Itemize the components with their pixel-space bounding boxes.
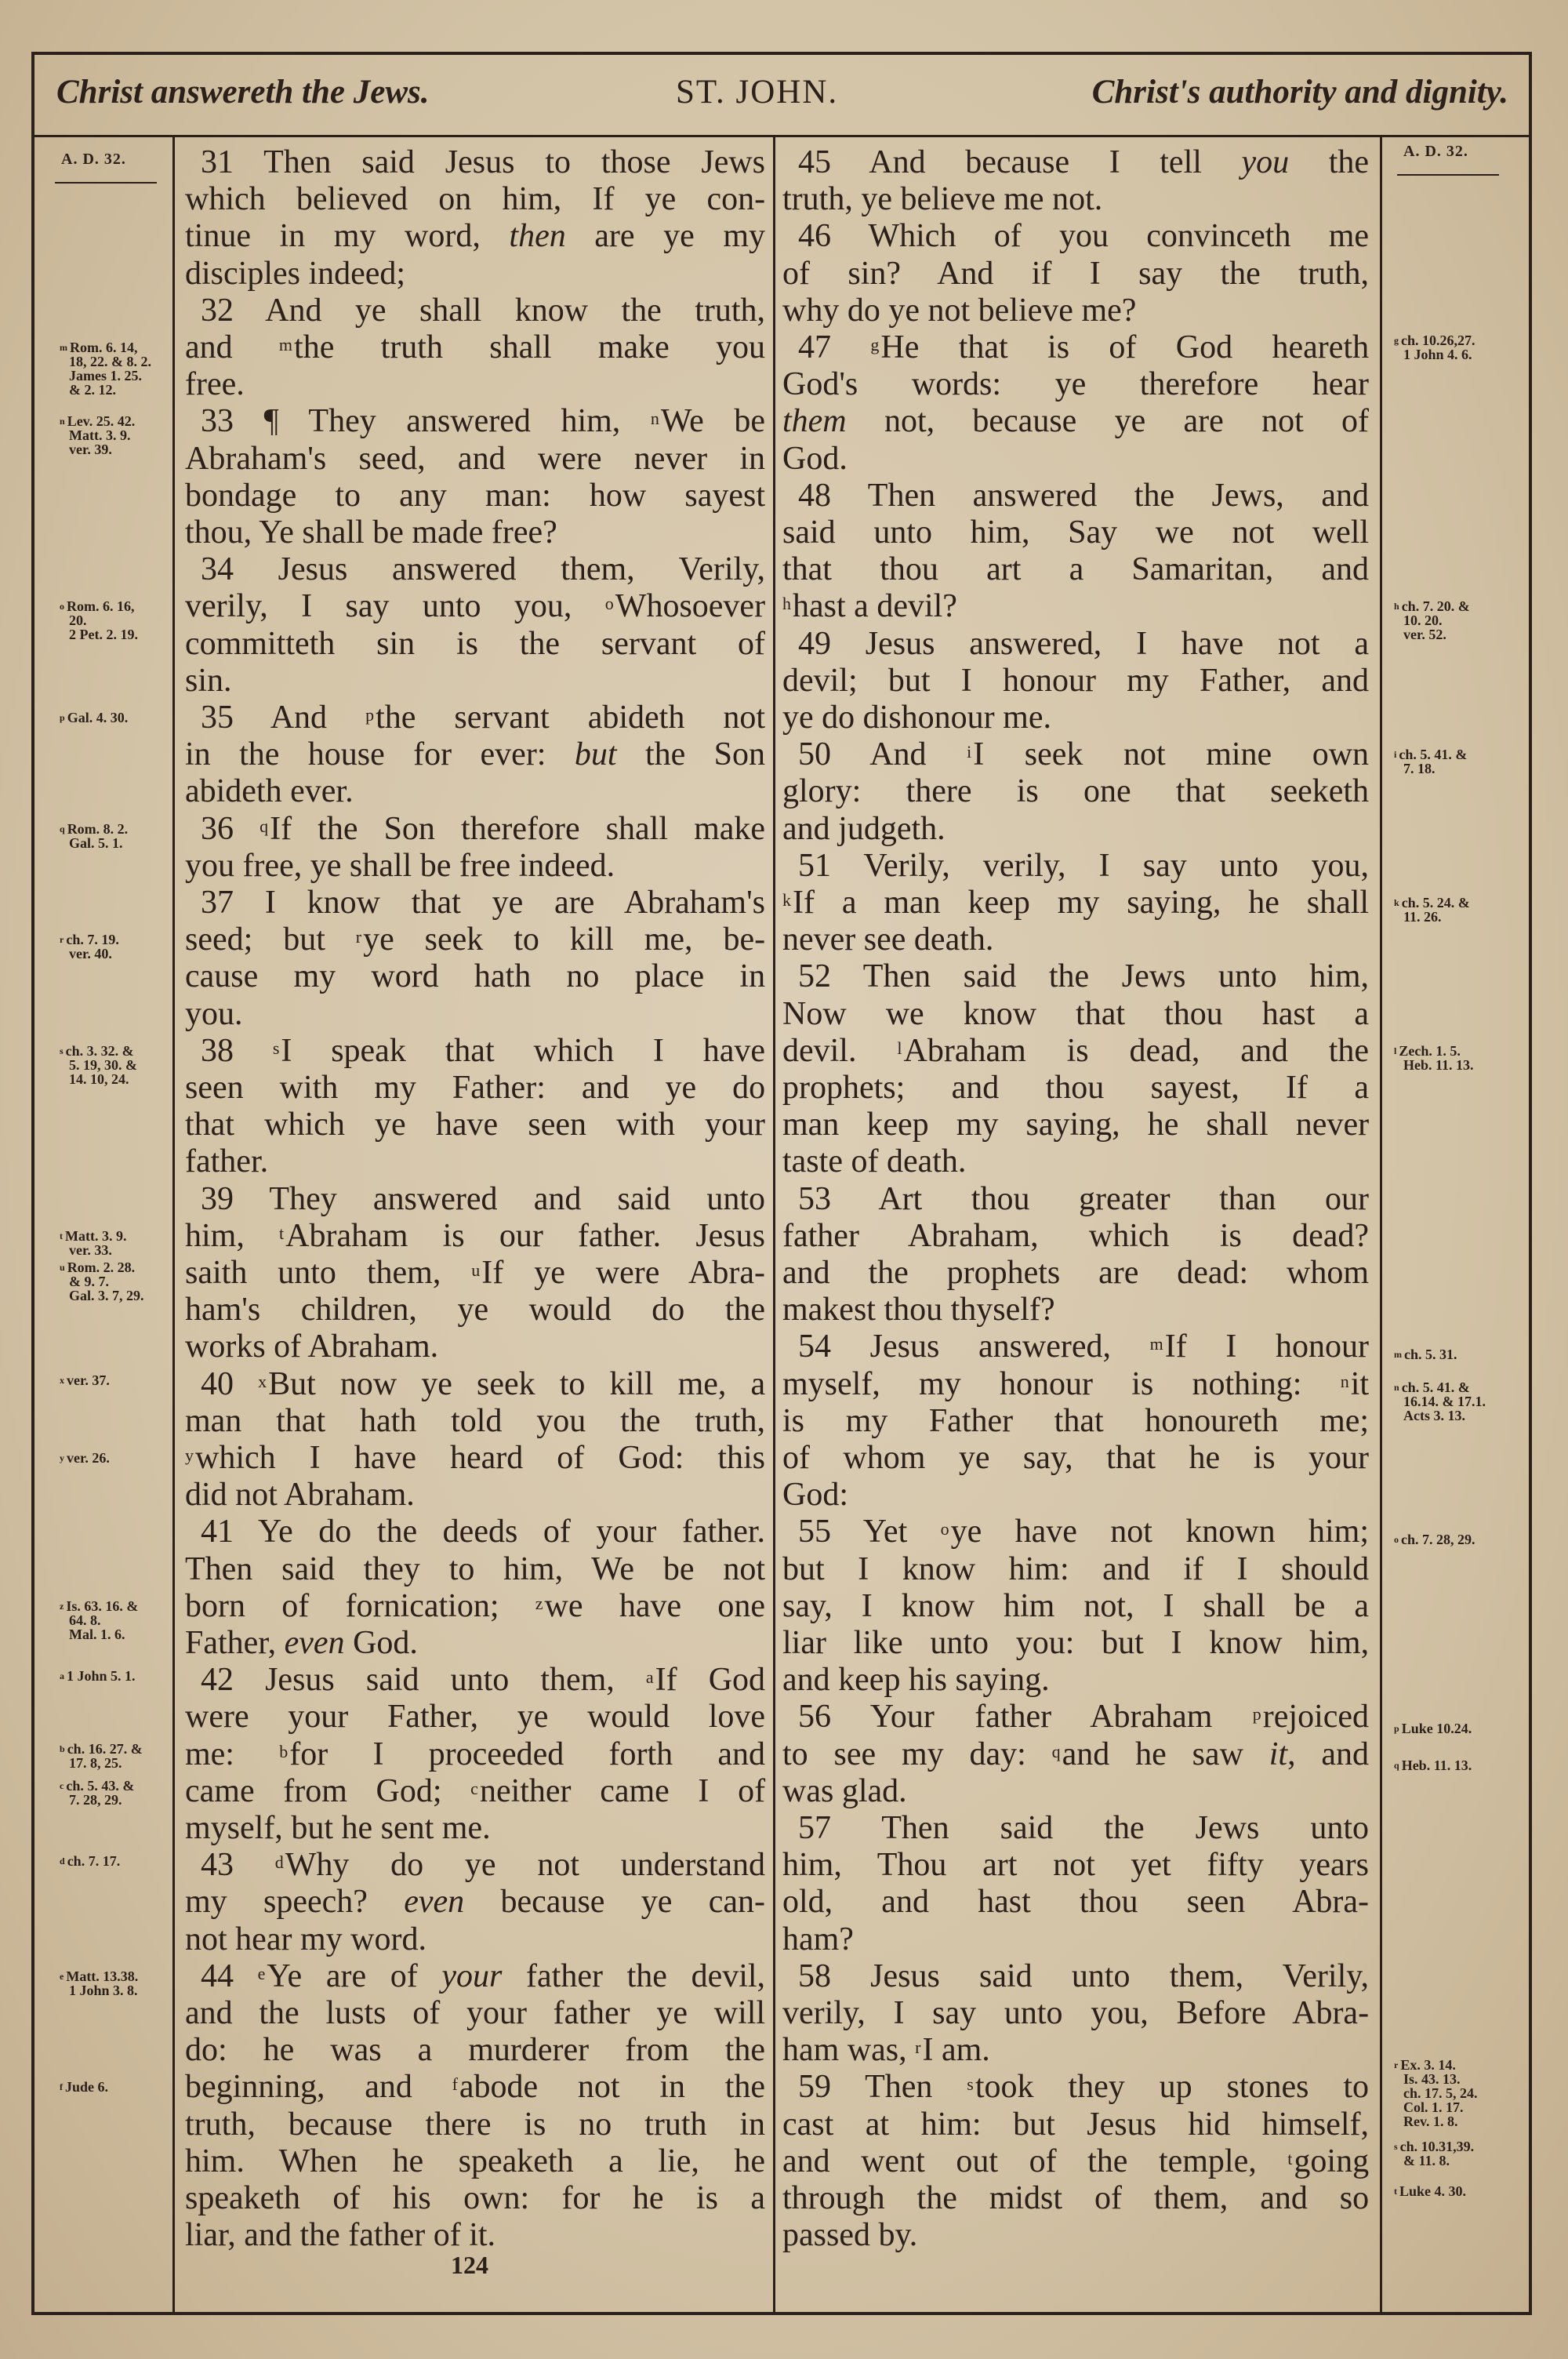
reference-mark: h: [1394, 601, 1399, 612]
reference-mark: n: [1394, 1382, 1399, 1394]
verse-start-line: 43 $^d$Why do ye not understand: [201, 1847, 766, 1884]
text-line: seen with my Father: and ye do: [185, 1070, 766, 1106]
reference-mark: o: [60, 601, 64, 612]
text-line: which believed on him, If ye con-: [185, 181, 766, 218]
cross-reference-line: $^c$ ch. 5. 43. &: [60, 1777, 135, 1794]
reference-mark: p: [1394, 1722, 1399, 1734]
text-line: were your Father, ye would love: [185, 1699, 766, 1736]
verse-start-line: 55 Yet $^o$ye have not known him;: [798, 1514, 1370, 1550]
text-line: him, Thou art not yet fifty years: [782, 1847, 1369, 1884]
running-head-right: Christ's authority and dignity.: [1091, 74, 1508, 111]
cross-reference-note: [60, 1373, 110, 1387]
reference-mark: o: [1394, 1533, 1399, 1545]
text-line: Now we know that thou hast a: [782, 995, 1370, 1032]
cross-reference-line: $^p$ Luke 10.24.: [1394, 1720, 1472, 1736]
cross-reference-line: Gal. 3. 7, 29.: [69, 1287, 144, 1303]
cross-reference-line: & 9. 7.: [69, 1273, 109, 1289]
cross-reference-note: [60, 414, 135, 456]
cross-reference-note: [60, 711, 128, 725]
text-line: verily, I say unto you, $^o$Whosoever: [185, 588, 766, 625]
text-line: do: he was a murderer from the: [185, 2032, 766, 2069]
text-line: myself, but he sent me.: [185, 1810, 491, 1846]
reference-mark: e: [257, 1963, 266, 1983]
cross-reference-line: & 2. 12.: [69, 382, 116, 398]
cross-reference-line: $^m$ ch. 5. 31.: [1394, 1346, 1457, 1362]
left-year-rule: [55, 182, 157, 184]
reference-mark: n: [1340, 1371, 1349, 1391]
cross-reference-line: ver. 33.: [69, 1241, 112, 1258]
cross-reference-line: 16.14. & 17.1.: [1403, 1394, 1486, 1410]
cross-reference-note: [1394, 599, 1470, 642]
reference-mark: y: [185, 1445, 194, 1465]
cross-reference-note: [60, 1742, 143, 1770]
reference-mark: o: [940, 1519, 949, 1539]
cross-reference-line: 17. 8, 25.: [69, 1754, 122, 1771]
text-line: $^k$If a man keep my saying, he shall: [782, 885, 1370, 921]
text-line: was glad.: [782, 1772, 907, 1809]
text-line: that thou art a Samaritan, and: [782, 551, 1370, 588]
verse-start-line: 34 Jesus answered them, Verily,: [201, 551, 765, 588]
text-line: truth, because there is no truth in: [185, 2106, 766, 2143]
cross-reference-line: 7. 18.: [1403, 761, 1436, 777]
cross-reference-note: [60, 1229, 126, 1257]
cross-reference-line: $^i$ ch. 5. 41. &: [1394, 747, 1468, 763]
text-line: God's words: ye therefore hear: [782, 366, 1370, 403]
text-line: said unto him, Say we not well: [782, 514, 1370, 551]
text-line: and judgeth.: [782, 810, 946, 847]
text-line: saith unto them, $^u$If ye were Abra-: [185, 1255, 765, 1291]
cross-reference-line: $^r$ Ex. 3. 14.: [1394, 2057, 1456, 2074]
cross-reference-line: 2 Pet. 2. 19.: [69, 627, 138, 643]
text-line: liar, and the father of it.: [185, 2217, 496, 2254]
reference-mark: t: [1287, 2148, 1293, 2168]
verse-start-line: 51 Verily, verily, I say unto you,: [798, 847, 1370, 884]
cross-reference-line: $^u$ Rom. 2. 28.: [60, 1259, 136, 1275]
reference-mark: s: [60, 1045, 64, 1056]
cross-reference-note: [1394, 2184, 1466, 2198]
reference-mark: q: [1051, 1741, 1061, 1761]
cross-reference-line: Acts 3. 13.: [1403, 1408, 1465, 1424]
reference-mark: p: [365, 705, 375, 725]
cross-reference-line: Heb. 11. 13.: [1403, 1056, 1474, 1073]
text-line: him. When he speaketh a lie, he: [185, 2143, 766, 2179]
reference-mark: p: [1252, 1704, 1261, 1725]
reference-mark: x: [258, 1371, 267, 1391]
reference-mark: l: [1394, 1045, 1397, 1056]
left-margin-rule: [172, 137, 175, 2315]
cross-reference-line: Mal. 1. 6.: [69, 1626, 125, 1642]
cross-reference-line: $^b$ ch. 16. 27. &: [60, 1740, 143, 1757]
verse-start-line: 47 $^g$He that is of God heareth: [798, 329, 1370, 365]
verse-start-line: 54 Jesus answered, $^m$If I honour: [798, 1329, 1370, 1365]
text-line: beginning, and $^f$abode not in the: [185, 2069, 766, 2106]
text-line: ham?: [782, 1921, 854, 1957]
reference-mark: t: [279, 1223, 285, 1243]
cross-reference-note: [1394, 1721, 1472, 1736]
header-rule: [31, 135, 1532, 137]
text-line: through the midst of them, and so: [782, 2180, 1370, 2216]
verse-start-line: 44 $^e$Ye are of your father the devil,: [201, 1957, 766, 1994]
verse-start-line: 33 ¶ They answered him, $^n$We be: [201, 403, 766, 440]
cross-reference-line: $^h$ ch. 7. 20. &: [1394, 598, 1470, 615]
verse-start-line: 42 Jesus said unto them, $^a$If God: [201, 1662, 766, 1699]
cross-reference-note: [1394, 2058, 1478, 2128]
reference-mark: r: [1394, 2059, 1399, 2071]
column-divider: [773, 137, 775, 2315]
text-line: in the house for ever: but the Son: [185, 736, 765, 773]
text-line: you free, ye shall be free indeed.: [185, 847, 615, 884]
running-head-left: Christ answereth the Jews.: [56, 74, 430, 111]
reference-mark: f: [60, 2081, 63, 2093]
verse-start-line: 46 Which of you convinceth me: [798, 218, 1370, 255]
verse-start-line: 58 Jesus said unto them, Verily,: [798, 1957, 1370, 1994]
text-line: committeth sin is the servant of: [185, 625, 765, 662]
text-line: is my Father that honoureth me;: [782, 1402, 1370, 1439]
reference-mark: q: [60, 823, 65, 834]
cross-reference-line: 11. 26.: [1403, 909, 1442, 925]
cross-reference-line: $^e$ Matt. 13.38.: [60, 1968, 139, 1984]
italic-word: you: [1241, 144, 1290, 180]
reference-mark: z: [535, 1593, 543, 1613]
cross-reference-line: Col. 1. 17.: [1403, 2099, 1464, 2116]
reference-mark: r: [915, 2037, 921, 2058]
cross-reference-note: [1394, 896, 1470, 924]
reference-mark: i: [967, 742, 972, 762]
italic-word: then: [509, 218, 566, 255]
reference-mark: m: [1394, 1348, 1402, 1360]
cross-reference-note: [60, 340, 151, 397]
verse-start-line: 41 Ye do the deeds of your father.: [201, 1514, 766, 1550]
text-line: you.: [185, 995, 243, 1032]
reference-mark: z: [60, 1600, 64, 1612]
page-number: 124: [451, 2251, 488, 2279]
verse-start-line: 37 I know that ye are Abraham's: [201, 885, 766, 921]
cross-reference-line: $^l$ Zech. 1. 5.: [1394, 1042, 1461, 1059]
cross-reference-note: [1394, 2139, 1474, 2168]
reference-mark: x: [60, 1374, 64, 1386]
reference-mark: l: [897, 1038, 902, 1058]
cross-reference-line: $^s$ ch. 3. 32. &: [60, 1042, 134, 1059]
text-line: man keep my saying, he shall never: [782, 1107, 1370, 1143]
reference-mark: i: [1394, 749, 1397, 761]
reference-mark: o: [604, 594, 614, 614]
italic-word: even: [404, 1884, 465, 1921]
text-line: and $^m$the truth shall make you: [185, 329, 766, 365]
italic-word: your: [441, 1957, 503, 1994]
cross-reference-line: ver. 52.: [1403, 627, 1446, 643]
cross-reference-note: [1394, 1380, 1486, 1423]
text-line: him, $^t$Abraham is our father. Jesus: [185, 1217, 765, 1254]
text-line: bondage to any man: how sayest: [185, 477, 765, 514]
reference-mark: e: [60, 1970, 64, 1982]
cross-reference-line: $^k$ ch. 5. 24. &: [1394, 895, 1470, 911]
verse-start-line: 53 Art thou greater than our: [798, 1180, 1370, 1217]
text-line: never see death.: [782, 921, 994, 958]
right-year-rule: [1397, 174, 1499, 176]
reference-mark: r: [355, 927, 362, 947]
cross-reference-note: [1394, 1044, 1474, 1072]
cross-reference-line: $^t$ Luke 4. 30.: [1394, 2183, 1467, 2199]
text-line: ham was, $^r$I am.: [782, 2032, 990, 2069]
text-line: and the prophets are dead: whom: [782, 1255, 1369, 1291]
reference-mark: m: [1149, 1334, 1163, 1354]
reference-mark: m: [60, 342, 67, 353]
text-line: ye do dishonour me.: [782, 700, 1051, 736]
cross-reference-line: $^g$ ch. 10.26,27.: [1394, 332, 1475, 348]
text-line: free.: [185, 366, 245, 403]
text-line: $^y$which I have heard of God: this: [185, 1440, 766, 1476]
text-line: and the lusts of your father ye will: [185, 1995, 766, 2031]
cross-reference-line: Is. 43. 13.: [1403, 2071, 1461, 2088]
cross-reference-line: $^t$ Matt. 3. 9.: [60, 1227, 127, 1244]
text-line: truth, ye believe me not.: [782, 181, 1103, 218]
text-line: thou, Ye shall be made free?: [185, 514, 557, 551]
text-line: makest thou thyself?: [782, 1292, 1055, 1329]
verse-start-line: 35 And $^p$the servant abideth not: [201, 700, 766, 736]
cross-reference-line: Rev. 1. 8.: [1403, 2114, 1458, 2130]
text-line: cast at him: but Jesus hid himself,: [782, 2106, 1370, 2143]
cross-reference-line: $^y$ ver. 26.: [60, 1450, 110, 1466]
text-line: prophets; and thou sayest, If a: [782, 1070, 1369, 1106]
verse-start-line: 32 And ye shall know the truth,: [201, 292, 766, 329]
cross-reference-line: $^q$ Rom. 8. 2.: [60, 820, 129, 837]
cross-reference-note: [60, 822, 128, 850]
reference-mark: f: [452, 2074, 458, 2095]
text-line: Abraham's seed, and were never in: [185, 440, 766, 477]
verse-start-line: 40 $^x$But now ye seek to kill me, a: [201, 1365, 766, 1402]
text-line: taste of death.: [782, 1143, 967, 1180]
cross-reference-line: 64. 8.: [69, 1612, 101, 1628]
cross-reference-line: 5. 19, 30. &: [69, 1056, 137, 1073]
text-line: and keep his saying.: [782, 1662, 1050, 1699]
text-line: glory: there is one that seeketh: [782, 773, 1370, 810]
reference-mark: d: [60, 1856, 65, 1867]
text-line: Father, even God.: [185, 1625, 418, 1661]
text-line: did not Abraham.: [185, 1477, 415, 1514]
text-line: but I know him: and if I should: [782, 1550, 1370, 1587]
reference-mark: s: [1394, 2140, 1398, 2152]
cross-reference-line: ver. 39.: [69, 442, 112, 458]
cross-reference-line: $^f$ Jude 6.: [60, 2079, 109, 2095]
text-line: seed; but $^r$ye seek to kill me, be-: [185, 921, 766, 958]
verse-start-line: 36 $^q$If the Son therefore shall make: [201, 810, 766, 847]
text-line: abideth ever.: [185, 773, 354, 810]
reference-mark: c: [470, 1778, 478, 1798]
cross-reference-line: $^r$ ch. 7. 19.: [60, 932, 119, 948]
text-line: me: $^b$for I proceeded forth and: [185, 1736, 766, 1772]
cross-reference-line: 1 John 4. 6.: [1403, 346, 1472, 362]
text-line: God.: [782, 440, 848, 477]
verse-start-line: 59 Then $^s$took they up stones to: [798, 2069, 1370, 2106]
cross-reference-note: [60, 2080, 108, 2094]
verse-start-line: 49 Jesus answered, I have not a: [798, 625, 1369, 662]
text-line: disciples indeed;: [185, 255, 406, 292]
reference-mark: a: [645, 1667, 654, 1688]
verse-start-line: 56 Your father Abraham $^p$rejoiced: [798, 1699, 1370, 1736]
italic-word: even: [284, 1625, 345, 1661]
text-line: born of fornication; $^z$we have one: [185, 1587, 766, 1624]
cross-reference-line: 1 John 3. 8.: [69, 1982, 138, 1998]
text-line: $^h$hast a devil?: [782, 588, 957, 625]
cross-reference-note: [1394, 333, 1475, 362]
text-line: ham's children, ye would do the: [185, 1292, 766, 1329]
text-line: them not, because ye are not of: [782, 403, 1370, 440]
reference-mark: u: [60, 1261, 65, 1273]
text-line: that which ye have seen with your: [185, 1107, 766, 1143]
reference-mark: g: [870, 335, 880, 354]
verse-start-line: 38 $^s$I speak that which I have: [201, 1032, 766, 1069]
reference-mark: k: [1394, 897, 1399, 908]
cross-reference-note: [60, 1260, 144, 1303]
reference-mark: s: [967, 2074, 974, 2095]
text-line: verily, I say unto you, Before Abra-: [782, 1995, 1370, 2031]
cross-reference-line: $^s$ ch. 10.31,39.: [1394, 2138, 1475, 2154]
text-line: works of Abraham.: [185, 1329, 439, 1365]
cross-reference-note: [60, 932, 119, 961]
verse-start-line: 45 And because I tell you the: [798, 144, 1370, 180]
reference-mark: k: [782, 890, 791, 910]
text-line: sin.: [185, 662, 232, 699]
cross-reference-line: $^d$ ch. 7. 17.: [60, 1853, 121, 1870]
cross-reference-note: [60, 1779, 134, 1807]
cross-reference-note: [60, 1599, 138, 1641]
cross-reference-line: $^z$ Is. 63. 16. &: [60, 1598, 139, 1614]
cross-reference-note: [60, 1969, 138, 1997]
text-line: say, I know him not, I shall be a: [782, 1587, 1370, 1624]
text-line: not hear my word.: [185, 1921, 426, 1957]
text-line: speaketh of his own: for he is a: [185, 2180, 766, 2216]
reference-mark: y: [60, 1452, 64, 1463]
text-line: to see my day: $^q$and he saw it, and: [782, 1736, 1370, 1772]
verse-start-line: 39 They answered and said unto: [201, 1180, 766, 1217]
cross-reference-line: ver. 40.: [69, 946, 112, 962]
text-line: Then said they to him, We be not: [185, 1550, 766, 1587]
text-line: and went out of the temple, $^t$going: [782, 2143, 1370, 2179]
cross-reference-line: 7. 28, 29.: [69, 1791, 122, 1808]
reference-mark: q: [1394, 1759, 1399, 1771]
book-title: ST. JOHN.: [676, 74, 839, 111]
cross-reference-line: $^o$ Rom. 6. 16,: [60, 598, 135, 615]
cross-reference-note: [1394, 1758, 1472, 1772]
cross-reference-line: $^a$ 1 John 5. 1.: [60, 1668, 136, 1685]
text-line: devil; but I honour my Father, and: [782, 662, 1369, 699]
reference-mark: b: [279, 1741, 289, 1761]
cross-reference-line: James 1. 25.: [69, 368, 142, 383]
left-year-label: A. D. 32.: [61, 151, 126, 168]
cross-reference-line: 10. 20.: [1403, 612, 1443, 629]
cross-reference-line: 18, 22. & 8. 2.: [69, 354, 151, 369]
text-line: tinue in my word, then are ye my: [185, 218, 766, 255]
verse-start-line: 31 Then said Jesus to those Jews: [201, 144, 766, 180]
cross-reference-line: $^n$ Lev. 25. 42.: [60, 413, 136, 430]
reference-mark: d: [274, 1852, 284, 1873]
reference-mark: c: [60, 1779, 64, 1791]
verse-start-line: 57 Then said the Jews unto: [798, 1810, 1370, 1846]
verse-start-line: 50 And $^i$I seek not mine own: [798, 736, 1370, 773]
cross-reference-line: 14. 10, 24.: [69, 1070, 129, 1087]
cross-reference-note: [1394, 747, 1467, 776]
cross-reference-line: Matt. 3. 9.: [69, 427, 131, 444]
text-line: why do ye not believe me?: [782, 292, 1137, 329]
text-line: passed by.: [782, 2217, 918, 2254]
text-line: myself, my honour is nothing: $^n$it: [782, 1365, 1370, 1402]
text-line: liar like unto you: but I know him,: [782, 1625, 1370, 1661]
cross-reference-line: $^n$ ch. 5. 41. &: [1394, 1379, 1470, 1396]
text-line: father Abraham, which is dead?: [782, 1217, 1370, 1254]
text-line: came from God; $^c$neither came I of: [185, 1772, 766, 1809]
cross-reference-line: $^x$ ver. 37.: [60, 1372, 110, 1388]
text-line: devil. $^l$Abraham is dead, and the: [782, 1032, 1370, 1069]
cross-reference-line: $^p$ Gal. 4. 30.: [60, 710, 129, 725]
cross-reference-line: & 11. 8.: [1403, 2152, 1450, 2168]
cross-reference-line: 20.: [69, 612, 87, 629]
cross-reference-note: [1394, 1532, 1475, 1547]
verse-start-line: 52 Then said the Jews unto him,: [798, 958, 1370, 995]
cross-reference-line: $^o$ ch. 7. 28, 29.: [1394, 1531, 1475, 1547]
reference-mark: a: [60, 1670, 64, 1682]
reference-mark: u: [471, 1260, 481, 1280]
reference-mark: r: [60, 934, 64, 946]
text-line: God:: [782, 1477, 848, 1514]
cross-reference-note: [60, 1854, 120, 1868]
text-line: of sin? And if I say the truth,: [782, 255, 1369, 292]
reference-mark: n: [650, 409, 659, 429]
cross-reference-line: Gal. 5. 1.: [69, 834, 123, 851]
text-line: cause my word hath no place in: [185, 958, 766, 995]
right-margin-rule: [1380, 137, 1382, 2315]
reference-mark: g: [1394, 334, 1399, 346]
italic-word: but: [574, 736, 617, 773]
reference-mark: b: [60, 1743, 65, 1754]
cross-reference-line: $^q$ Heb. 11. 13.: [1394, 1757, 1472, 1773]
reference-mark: p: [60, 712, 65, 723]
reference-mark: q: [260, 816, 269, 836]
reference-mark: m: [278, 335, 293, 354]
italic-word: them: [782, 403, 847, 440]
cross-reference-note: [60, 1669, 136, 1683]
text-line: my speech? even because ye can-: [185, 1884, 766, 1921]
reference-mark: h: [782, 594, 791, 614]
reference-mark: t: [60, 1230, 63, 1241]
italic-word: it: [1269, 1736, 1288, 1772]
cross-reference-note: [60, 1044, 137, 1086]
cross-reference-line: $^m$ Rom. 6. 14,: [60, 340, 138, 355]
text-line: of whom ye say, that he is your: [782, 1440, 1370, 1476]
text-line: old, and hast thou seen Abra-: [782, 1884, 1370, 1921]
text-line: father.: [185, 1143, 269, 1180]
reference-mark: t: [1394, 2185, 1397, 2197]
cross-reference-note: [60, 599, 138, 642]
right-year-label: A. D. 32.: [1403, 143, 1468, 160]
reference-mark: s: [272, 1038, 280, 1058]
reference-mark: n: [60, 416, 65, 427]
verse-start-line: 48 Then answered the Jews, and: [798, 477, 1370, 514]
cross-reference-note: [1394, 1347, 1457, 1361]
text-line: man that hath told you the truth,: [185, 1402, 766, 1439]
cross-reference-line: ch. 17. 5, 24.: [1403, 2085, 1478, 2102]
cross-reference-note: [60, 1451, 110, 1465]
